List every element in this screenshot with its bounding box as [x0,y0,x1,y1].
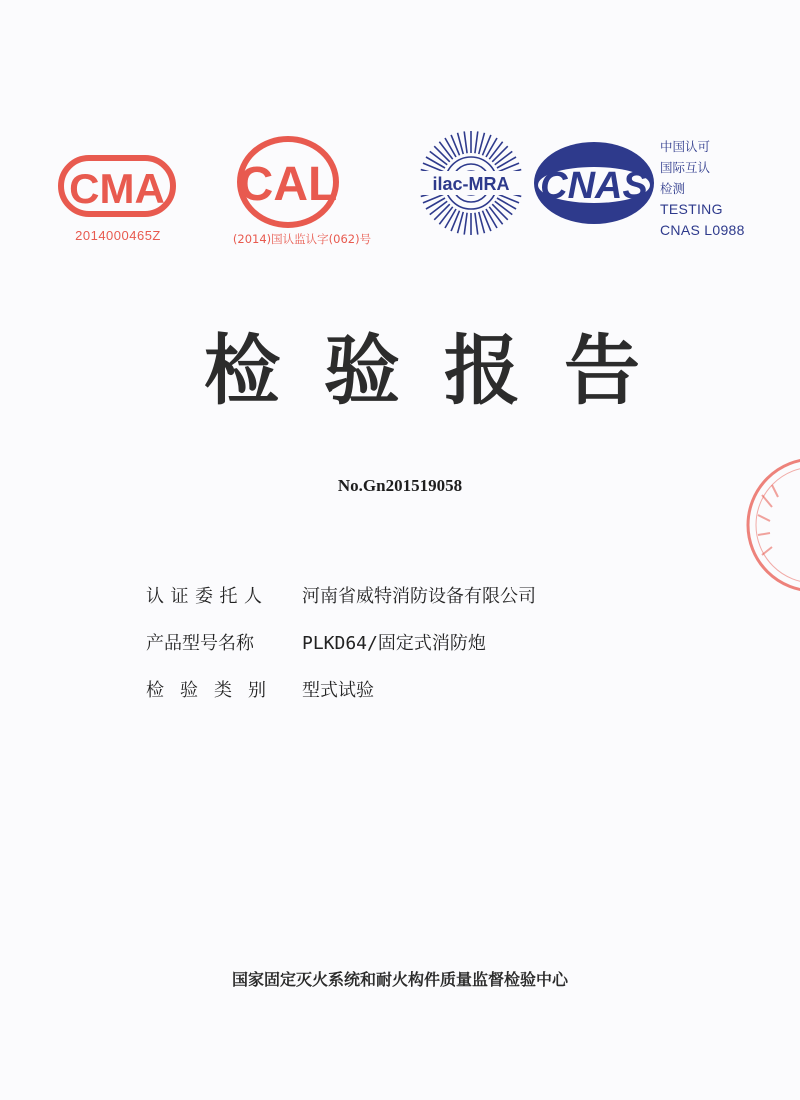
cnas-logo [532,140,656,226]
issuing-organization: 国家固定灭火系统和耐火构件质量监督检验中心 [231,970,568,989]
report-number: No.Gn201519058 [337,476,463,495]
cnas-line: 检测 [660,181,686,196]
cal-code: (2014)国认监认字(062)号 [232,232,372,246]
field-value: PLKD64/固定式消防炮 [302,633,486,654]
cnas-line: CNAS L0988 [660,222,745,238]
field-row-client [146,582,536,629]
field-row-product [146,629,536,676]
cal-logo [236,134,340,230]
cma-logo [58,150,176,220]
field-label: 认证委托人 [146,586,269,607]
cnas-line: 中国认可 [660,139,711,154]
field-label: 产品型号名称 [146,633,254,654]
svg-text:CNAS: CNAS [540,165,648,207]
report-fields [146,582,536,723]
svg-text:ilac-MRA: ilac-MRA [432,174,510,194]
svg-text:CMA: CMA [69,165,165,212]
field-value: 型式试验 [302,680,374,701]
cnas-accreditation-text [660,136,770,241]
cnas-line: TESTING [660,201,723,217]
field-value: 河南省威特消防设备有限公司 [302,586,536,607]
cma-code: 2014000465Z [75,228,161,243]
report-title: 检验报告 [204,326,684,415]
field-label: 检验类别 [146,680,282,701]
ilac-mra-logo [415,127,527,239]
field-row-test-type [146,676,536,723]
cnas-line: 国际互认 [660,160,711,175]
svg-text:CAL: CAL [238,158,338,211]
official-seal-stamp [742,455,800,595]
